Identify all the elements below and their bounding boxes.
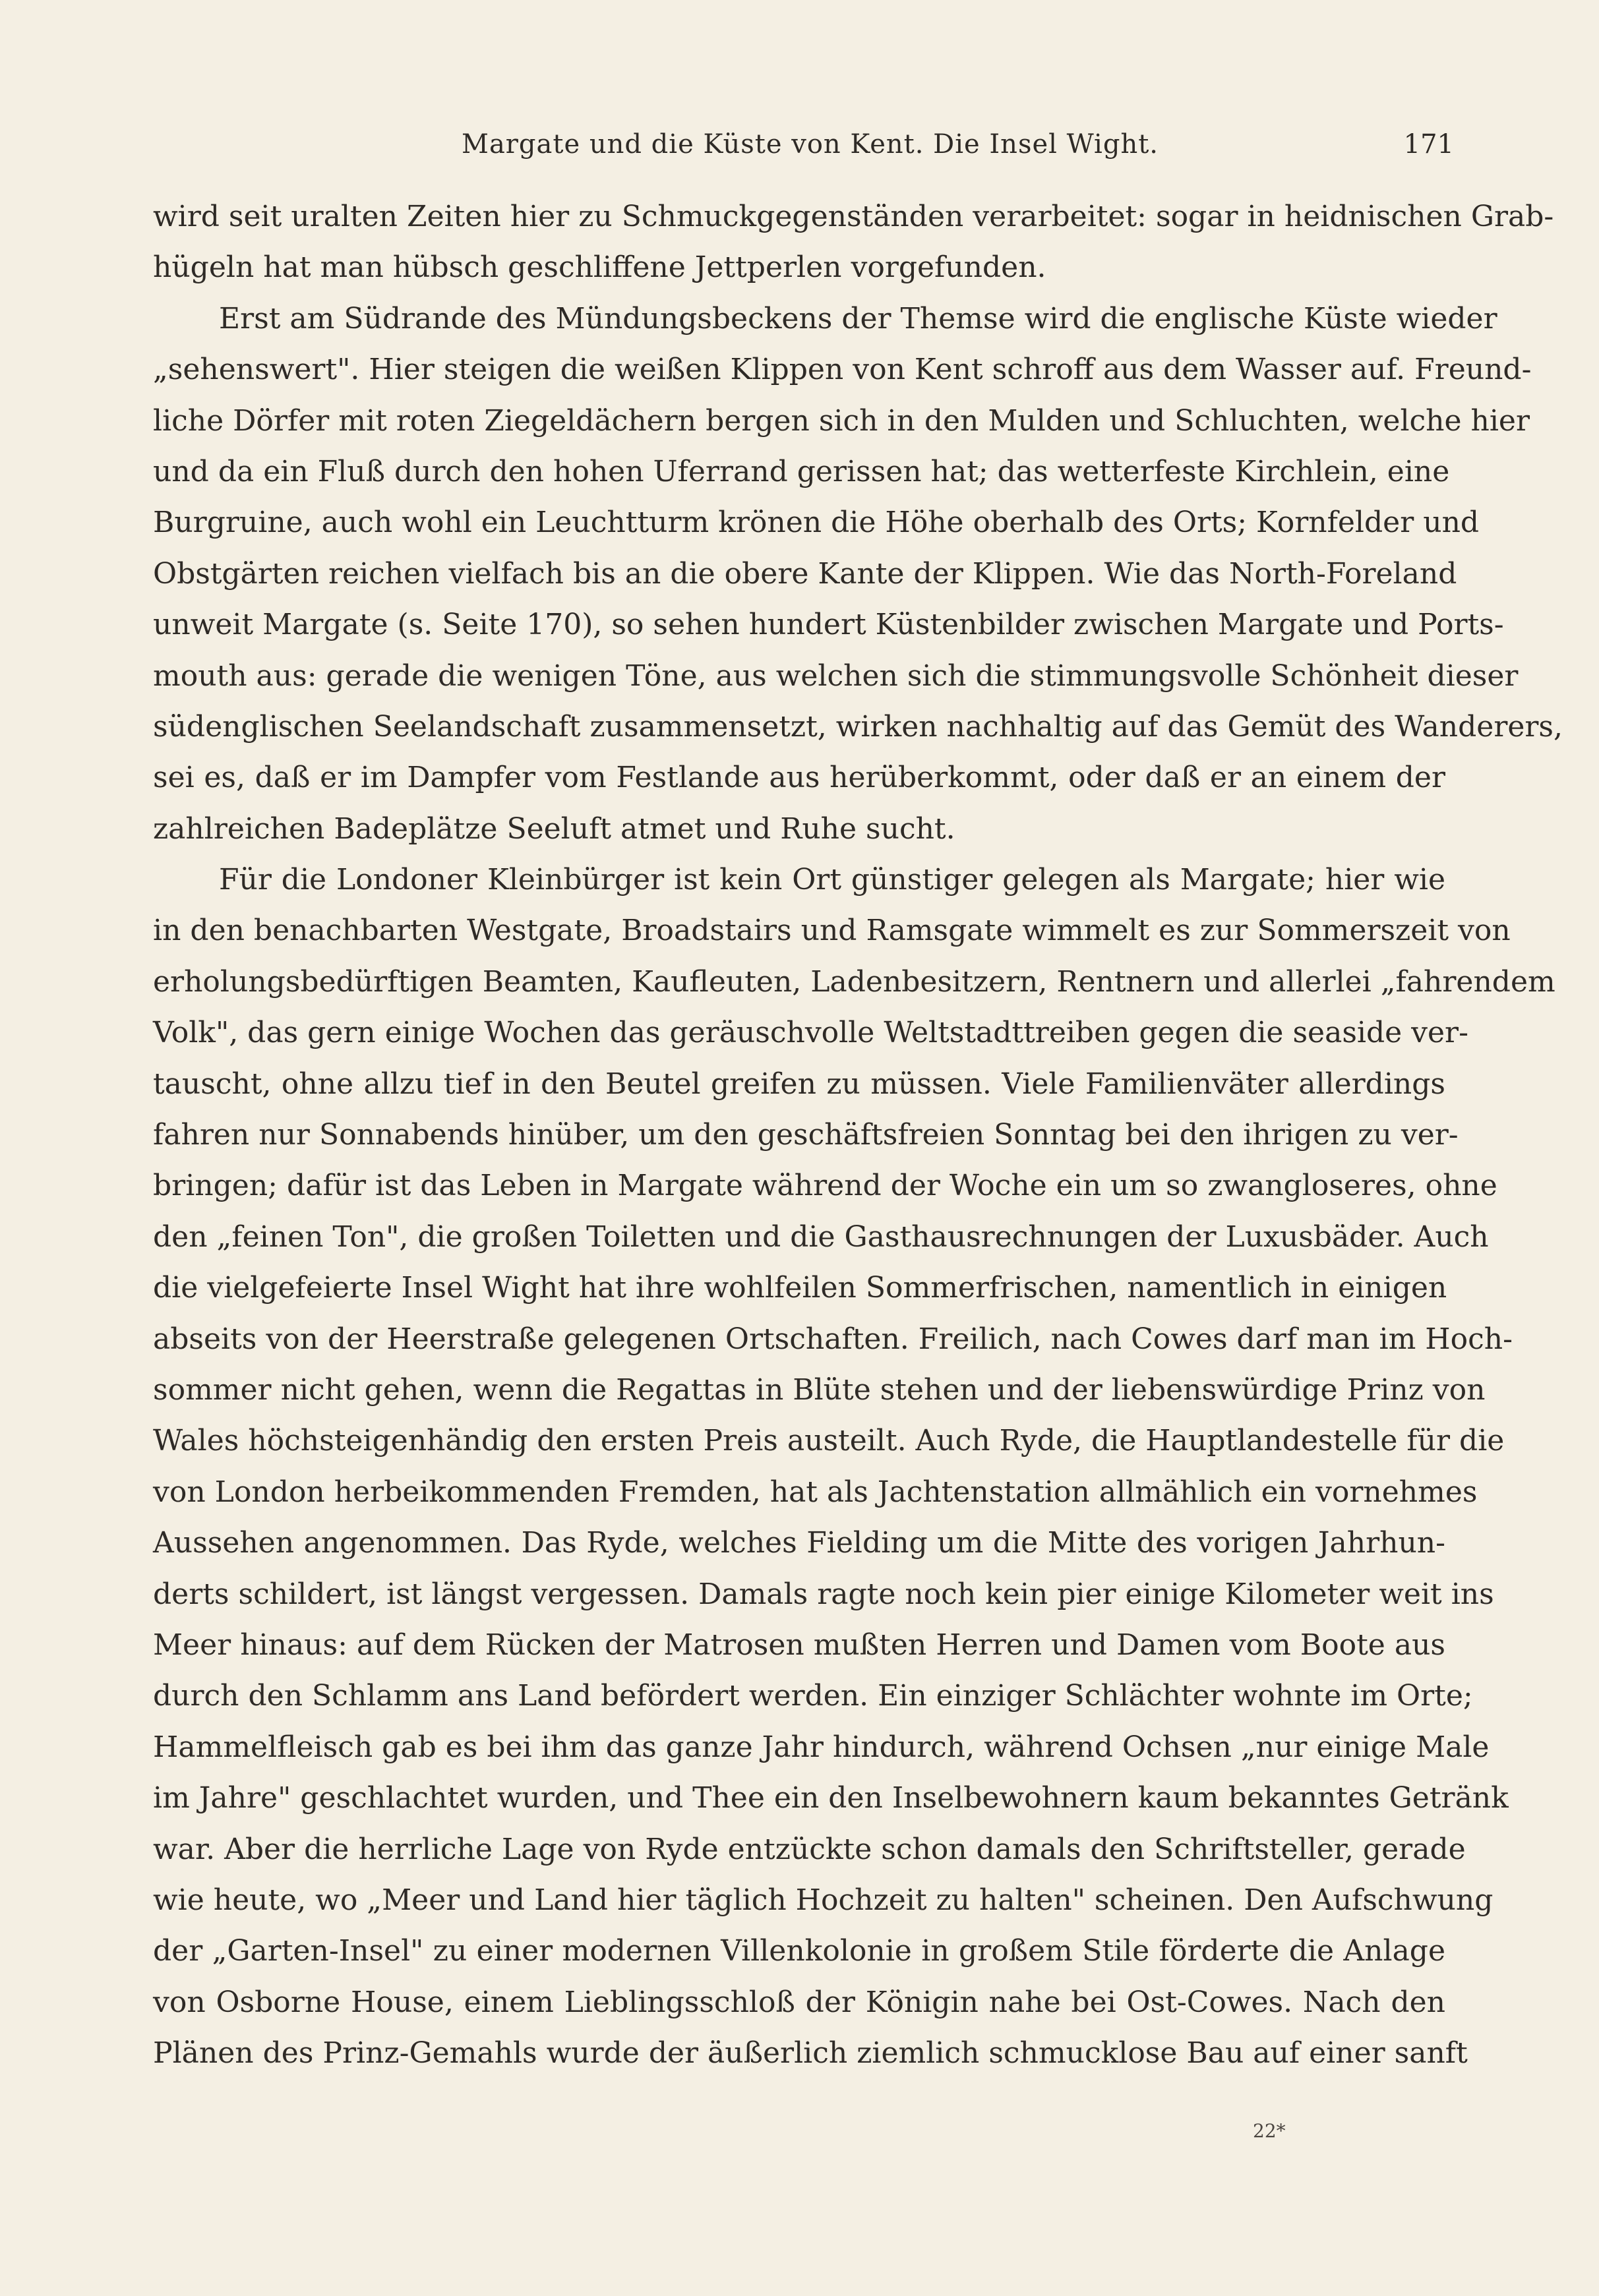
text-line: abseits von der Heerstraße gelegenen Ortschaften. Freilich, nach Cowes darf man im Hoch- — [153, 1322, 1513, 1356]
text-line: bringen; dafür ist das Leben in Margate während der Woche ein um so zwangloseres, ohne — [153, 1169, 1497, 1203]
page-number: 171 — [1403, 129, 1454, 160]
text-line: wie heute, wo „Meer und Land hier täglich Hochzeit zu halten" scheinen. Den Aufschwung — [153, 1883, 1493, 1917]
text-line: sommer nicht gehen, wenn die Regattas in Blüte stehen und der liebenswürdige Prinz von — [153, 1372, 1486, 1407]
text-line: durch den Schlamm ans Land befördert werden. Ein einziger Schlächter wohnte im Orte; — [153, 1679, 1473, 1713]
text-line: Meer hinaus: auf dem Rücken der Matrosen mußten Herren und Damen vom Boote aus — [153, 1628, 1445, 1662]
text-line: den „feinen Ton", die großen Toiletten und die Gasthausrechnungen der Luxusbäder. Auch — [153, 1220, 1489, 1254]
text-line: „sehenswert". Hier steigen die weißen Klippen von Kent schroff aus dem Wasser auf. Freund- — [153, 353, 1532, 387]
text-line: Plänen des Prinz-Gemahls wurde der äußerlich ziemlich schmucklose Bau auf einer sanft — [153, 2036, 1468, 2071]
signature-mark: 22* — [1253, 2120, 1286, 2142]
text-line: und da ein Fluß durch den hohen Uferrand gerissen hat; das wetterfeste Kirchlein, eine — [153, 454, 1450, 488]
text-line: der „Garten-Insel" zu einer modernen Villenkolonie in großem Stile förderte die Anlage — [153, 1934, 1445, 1968]
text-line: Aussehen angenommen. Das Ryde, welches Fielding um die Mitte des vorigen Jahrhun- — [153, 1526, 1445, 1560]
text-line: war. Aber die herrliche Lage von Ryde entzückte schon damals den Schriftsteller, gerade — [153, 1832, 1466, 1866]
text-line: die vielgefeierte Insel Wight hat ihre wohlfeilen Sommerfrischen, namentlich in einigen — [153, 1271, 1447, 1305]
text-line: Für die Londoner Kleinbürger ist kein Ort günstiger gelegen als Margate; hier wie — [219, 863, 1445, 897]
text-line: Wales höchsteigenhändig den ersten Preis austeilt. Auch Ryde, die Hauptlandestelle für die — [153, 1424, 1505, 1458]
text-line: von Osborne House, einem Lieblingsschloß der Königin nahe bei Ost-Cowes. Nach den — [153, 1985, 1445, 2019]
text-line: sei es, daß er im Dampfer vom Festlande aus herüberkommt, oder daß er an einem der — [153, 761, 1445, 795]
text-line: im Jahre" geschlachtet wurden, und Thee ein den Inselbewohnern kaum bekanntes Getränk — [153, 1781, 1509, 1815]
text-line: Volk", das gern einige Wochen das geräuschvolle Weltstadttreiben gegen die seaside ver- — [153, 1016, 1468, 1050]
text-line: Burgruine, auch wohl ein Leuchtturm krönen die Höhe oberhalb des Orts; Kornfelder und — [153, 506, 1480, 540]
text-line: mouth aus: gerade die wenigen Töne, aus welchen sich die stimmungsvolle Schönheit dieser — [153, 659, 1519, 693]
text-line: unweit Margate (s. Seite 170), so sehen hundert Küstenbilder zwischen Margate und Ports- — [153, 608, 1504, 642]
text-line: liche Dörfer mit roten Ziegeldächern bergen sich in den Mulden und Schluchten, welche hier — [153, 403, 1530, 438]
text-line: Erst am Südrande des Mündungsbeckens der Themse wird die englische Küste wieder — [219, 301, 1497, 336]
text-line: von London herbeikommenden Fremden, hat als Jachtenstation allmählich ein vornehmes — [153, 1475, 1478, 1509]
text-line: erholungsbedürftigen Beamten, Kaufleuten, Ladenbesitzern, Rentnern und allerlei „fahrendem — [153, 964, 1555, 999]
text-line: Hammelfleisch gab es bei ihm das ganze Jahr hindurch, während Ochsen „nur einige Male — [153, 1730, 1490, 1764]
text-line: Obstgärten reichen vielfach bis an die obere Kante der Klippen. Wie das North-Foreland — [153, 556, 1457, 591]
body-text — [153, 191, 1563, 2078]
text-line: fahren nur Sonnabends hinüber, um den geschäftsfreien Sonntag bei den ihrigen zu ver- — [153, 1118, 1459, 1152]
text-line: hügeln hat man hübsch geschliffene Jettperlen vorgefunden. — [153, 250, 1046, 285]
text-line: wird seit uralten Zeiten hier zu Schmuckgegenständen verarbeitet: sogar in heidnischen Grab- — [153, 200, 1554, 233]
text-line: zahlreichen Badeplätze Seeluft atmet und Ruhe sucht. — [153, 811, 955, 846]
text-line: derts schildert, ist längst vergessen. Damals ragte noch kein pier einige Kilometer weit ins — [153, 1577, 1494, 1611]
text-line: südenglischen Seelandschaft zusammensetzt, wirken nachhaltig auf das Gemüt des Wanderers, — [153, 709, 1563, 744]
text-line: in den benachbarten Westgate, Broadstairs und Ramsgate wimmelt es zur Sommerszeit von — [153, 914, 1511, 948]
text-line: tauscht, ohne allzu tief in den Beutel greifen zu müssen. Viele Familienväter allerdings — [153, 1067, 1445, 1101]
running-head: Margate und die Küste von Kent. Die Insel Wight. — [462, 129, 1159, 160]
